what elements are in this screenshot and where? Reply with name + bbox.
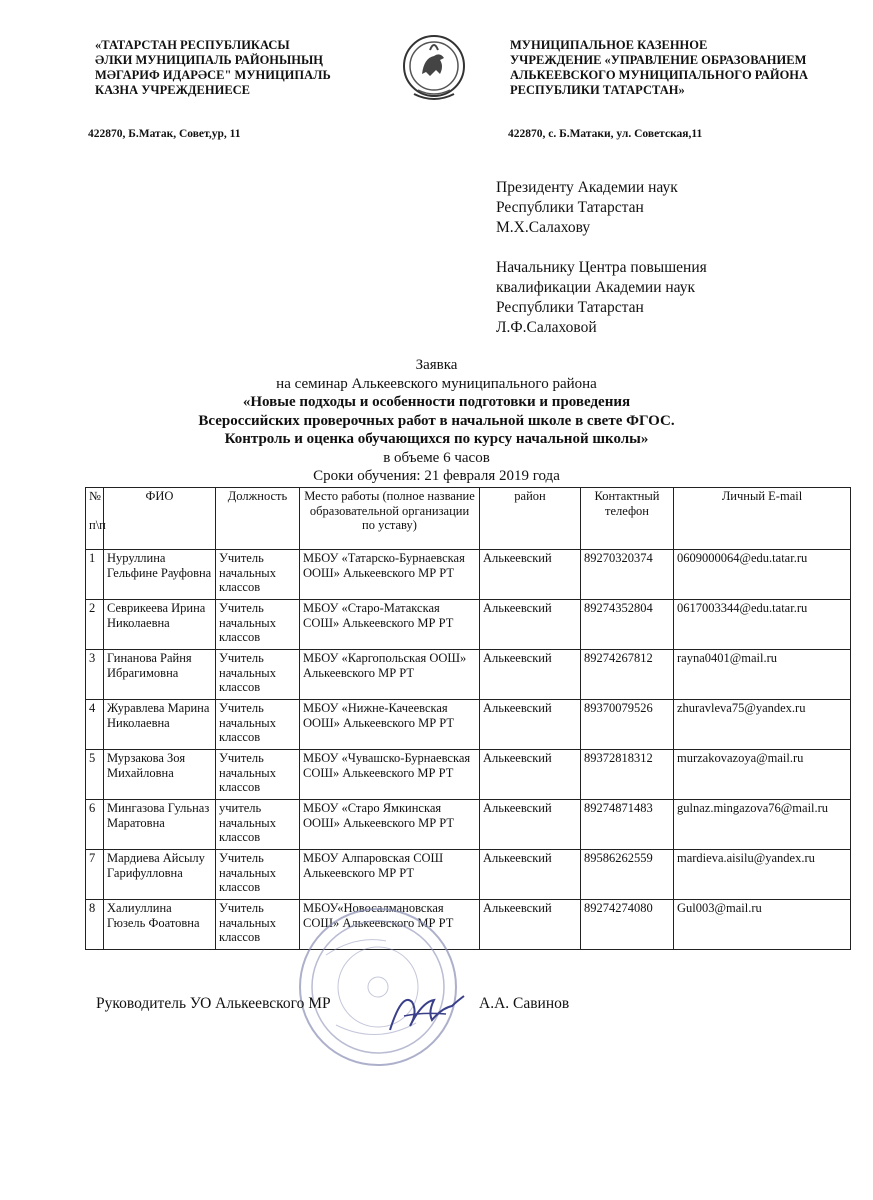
cell-workplace: МБОУ «Нижне-Качеевская ООШ» Алькеевского МР РТ <box>300 700 480 750</box>
addressee-line: М.Х.Салахову <box>496 219 591 236</box>
table-row <box>86 800 851 850</box>
addressee-line: Президенту Академии наук <box>496 179 678 196</box>
cell-email: zhuravleva75@yandex.ru <box>674 700 851 750</box>
cell-district: Алькеевский <box>480 650 581 700</box>
addressee-line: Л.Ф.Салаховой <box>496 319 597 336</box>
cell-phone: 89372818312 <box>581 750 674 800</box>
signatory-name: А.А. Савинов <box>479 995 570 1012</box>
cell-email: gulnaz.mingazova76@mail.ru <box>674 800 851 850</box>
cell-workplace: МБОУ «Татарско-Бурнаевская ООШ» Алькеевского МР РТ <box>300 550 480 600</box>
cell-position: Учитель начальных классов <box>216 550 300 600</box>
cell-position: Учитель начальных классов <box>216 750 300 800</box>
cell-fio: Мурзакова Зоя Михайловна <box>104 750 216 800</box>
cell-position: Учитель начальных классов <box>216 900 300 950</box>
header-workplace: Место работы (полное название образовательной организации по уставу) <box>300 488 480 550</box>
cell-workplace: МБОУ «Чувашско-Бурнаевская СОШ» Алькеевского МР РТ <box>300 750 480 800</box>
cell-email: 0609000064@edu.tatar.ru <box>674 550 851 600</box>
table-row <box>86 550 851 600</box>
cell-district: Алькеевский <box>480 900 581 950</box>
cell-fio: Нуруллина Гельфине Рауфовна <box>104 550 216 600</box>
cell-phone: 89274871483 <box>581 800 674 850</box>
request-heading: Заявка <box>415 357 458 373</box>
participants-table <box>85 487 851 950</box>
cell-district: Алькеевский <box>480 550 581 600</box>
addressee-line: Республики Татарстан <box>496 199 644 216</box>
cell-position: Учитель начальных классов <box>216 700 300 750</box>
cell-workplace: МБОУ Алпаровская СОШ Алькеевского МР РТ <box>300 850 480 900</box>
request-subtitle: на семинар Алькеевского муниципального района <box>276 375 597 392</box>
table-row <box>86 900 851 950</box>
cell-phone: 89586262559 <box>581 850 674 900</box>
topic-line: Контроль и оценка обучающихся по курсу начальной школы» <box>224 431 649 447</box>
cell-phone: 89274352804 <box>581 600 674 650</box>
course-volume: в объеме 6 часов <box>383 449 490 466</box>
cell-num: 7 <box>86 850 104 900</box>
cell-num: 6 <box>86 800 104 850</box>
cell-district: Алькеевский <box>480 850 581 900</box>
cell-email: murzakovazoya@mail.ru <box>674 750 851 800</box>
cell-position: Учитель начальных классов <box>216 600 300 650</box>
cell-email: Gul003@mail.ru <box>674 900 851 950</box>
addressee-president <box>496 178 678 238</box>
cell-position: Учитель начальных классов <box>216 850 300 900</box>
cell-num: 5 <box>86 750 104 800</box>
cell-email: mardieva.aisilu@yandex.ru <box>674 850 851 900</box>
table-row <box>86 850 851 900</box>
addressee-line: Республики Татарстан <box>496 299 644 316</box>
header-email: Личный E-mail <box>674 488 851 550</box>
cell-district: Алькеевский <box>480 800 581 850</box>
letterhead-right-address: 422870, с. Б.Матаки, ул. Советская,11 <box>508 128 703 140</box>
topic-line: Всероссийских проверочных работ в начальной школе в свете ФГОС. <box>198 412 675 429</box>
cell-fio: Гинанова Райня Ибрагимовна <box>104 650 216 700</box>
header-fio: ФИО <box>104 488 216 550</box>
cell-fio: Мардиева Айсылу Гарифулловна <box>104 850 216 900</box>
cell-workplace: МБОУ «Каргопольская ООШ» Алькеевского МР РТ <box>300 650 480 700</box>
table-row <box>86 650 851 700</box>
cell-phone: 89274274080 <box>581 900 674 950</box>
cell-phone: 89370079526 <box>581 700 674 750</box>
cell-fio: Севрикеева Ирина Николаевна <box>104 600 216 650</box>
letterhead-right-org: МУНИЦИПАЛЬНОЕ КАЗЕННОЕ УЧРЕЖДЕНИЕ «УПРАВЛЕНИЕ ОБРАЗОВАНИЕМ АЛЬКЕЕВСКОГО МУНИЦИПАЛЬНОГО РАЙОНА РЕСПУБЛИКИ ТАТАРСТАН» <box>510 38 809 97</box>
table-header-row <box>86 488 851 550</box>
cell-num: 3 <box>86 650 104 700</box>
signatory-role: Руководитель УО Алькеевского МР <box>96 995 331 1012</box>
cell-email: rayna0401@mail.ru <box>674 650 851 700</box>
cell-fio: Журавлева Марина Николаевна <box>104 700 216 750</box>
header-district: район <box>480 488 581 550</box>
cell-num: 8 <box>86 900 104 950</box>
table-row <box>86 600 851 650</box>
cell-workplace: МБОУ«Новосалмановская СОШ» Алькеевского МР РТ <box>300 900 480 950</box>
table-row <box>86 750 851 800</box>
header-phone: Контактный телефон <box>581 488 674 550</box>
cell-fio: Мингазова Гульназ Маратовна <box>104 800 216 850</box>
topic-line: «Новые подходы и особенности подготовки и проведения <box>242 394 631 410</box>
cell-workplace: МБОУ «Старо Ямкинская ООШ» Алькеевского МР РТ <box>300 800 480 850</box>
cell-workplace: МБОУ «Старо-Матакская СОШ» Алькеевского МР РТ <box>300 600 480 650</box>
cell-district: Алькеевский <box>480 750 581 800</box>
addressee-line: квалификации Академии наук <box>496 279 696 296</box>
cell-position: учитель начальных классов <box>216 800 300 850</box>
tatarstan-emblem-icon <box>400 30 468 108</box>
cell-fio: Халиуллина Гюзель Фоатовна <box>104 900 216 950</box>
handwritten-signature-icon <box>382 972 472 1044</box>
cell-num: 4 <box>86 700 104 750</box>
course-dates: Сроки обучения: 21 февраля 2019 года <box>313 468 560 484</box>
addressee-center-head <box>496 258 707 338</box>
header-num: № п\п <box>86 488 104 550</box>
cell-num: 1 <box>86 550 104 600</box>
cell-district: Алькеевский <box>480 700 581 750</box>
cell-phone: 89270320374 <box>581 550 674 600</box>
cell-phone: 89274267812 <box>581 650 674 700</box>
cell-district: Алькеевский <box>480 600 581 650</box>
cell-position: Учитель начальных классов <box>216 650 300 700</box>
addressee-line: Начальнику Центра повышения <box>496 259 707 276</box>
letterhead-left-org: «ТАТАРСТАН РЕСПУБЛИКАСЫ ӘЛКИ МУНИЦИПАЛЬ РАЙОНЫНЫҢ МӘГАРИФ ИДАРӘСЕ" МУНИЦИПАЛЬ КАЗНА УЧРЕЖДЕНИЕСЕ <box>95 38 331 97</box>
request-title-block <box>0 356 873 486</box>
header-position: Должность <box>216 488 300 550</box>
cell-num: 2 <box>86 600 104 650</box>
table-row <box>86 700 851 750</box>
letterhead-left-address: 422870, Б.Матак, Совет,ур, 11 <box>88 128 241 140</box>
cell-email: 0617003344@edu.tatar.ru <box>674 600 851 650</box>
